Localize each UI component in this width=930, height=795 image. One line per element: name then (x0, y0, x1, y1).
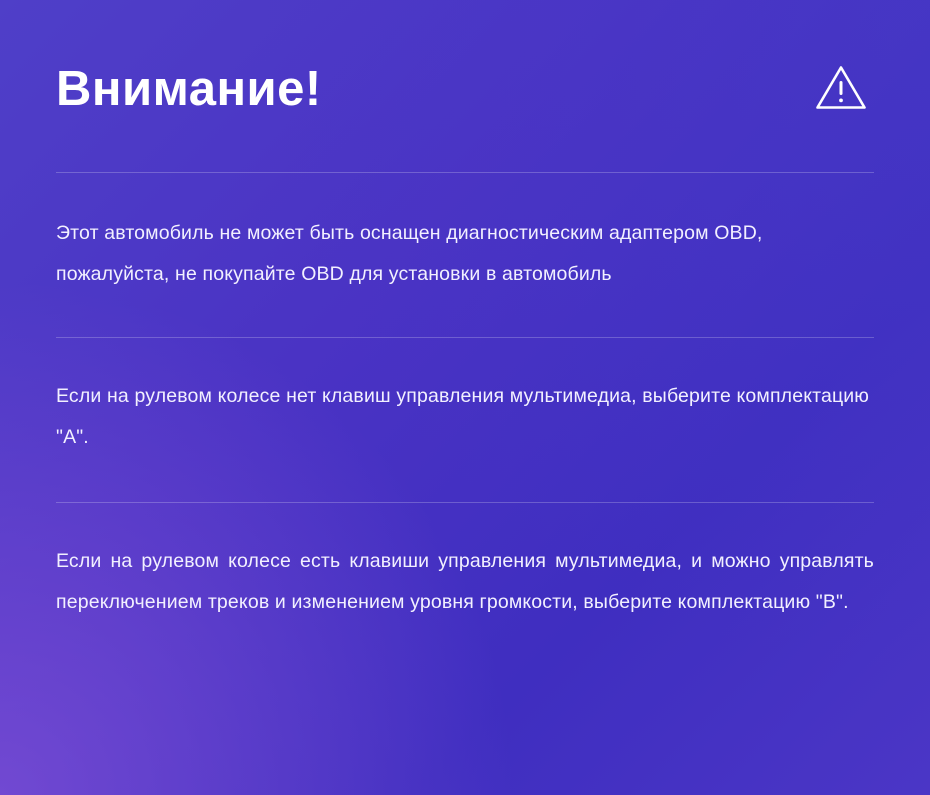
notice-header (56, 0, 874, 172)
notice-content (56, 0, 874, 795)
warning-triangle-icon (814, 61, 868, 115)
notice-paragraph-3: Если на рулевом колесе есть клавиши управления мультимедиа, и можно управлять переключением треков и изменением уровня громкости, выберите комплектацию "B". (56, 550, 874, 613)
notice-paragraph-block-1 (56, 173, 874, 337)
notice-paragraph-2: Если на рулевом колесе нет клавиш управления мультимедиа, выберите комплектацию "A". (56, 385, 870, 448)
notice-paragraph-1: Этот автомобиль не может быть оснащен диагностическим адаптером OBD, пожалуйста, не покупайте OBD для установки в автомобиль (56, 222, 763, 285)
notice-paragraph-block-3 (56, 503, 874, 667)
notice-paragraph-block-2 (56, 338, 874, 502)
page-title: Внимание! (56, 61, 322, 116)
